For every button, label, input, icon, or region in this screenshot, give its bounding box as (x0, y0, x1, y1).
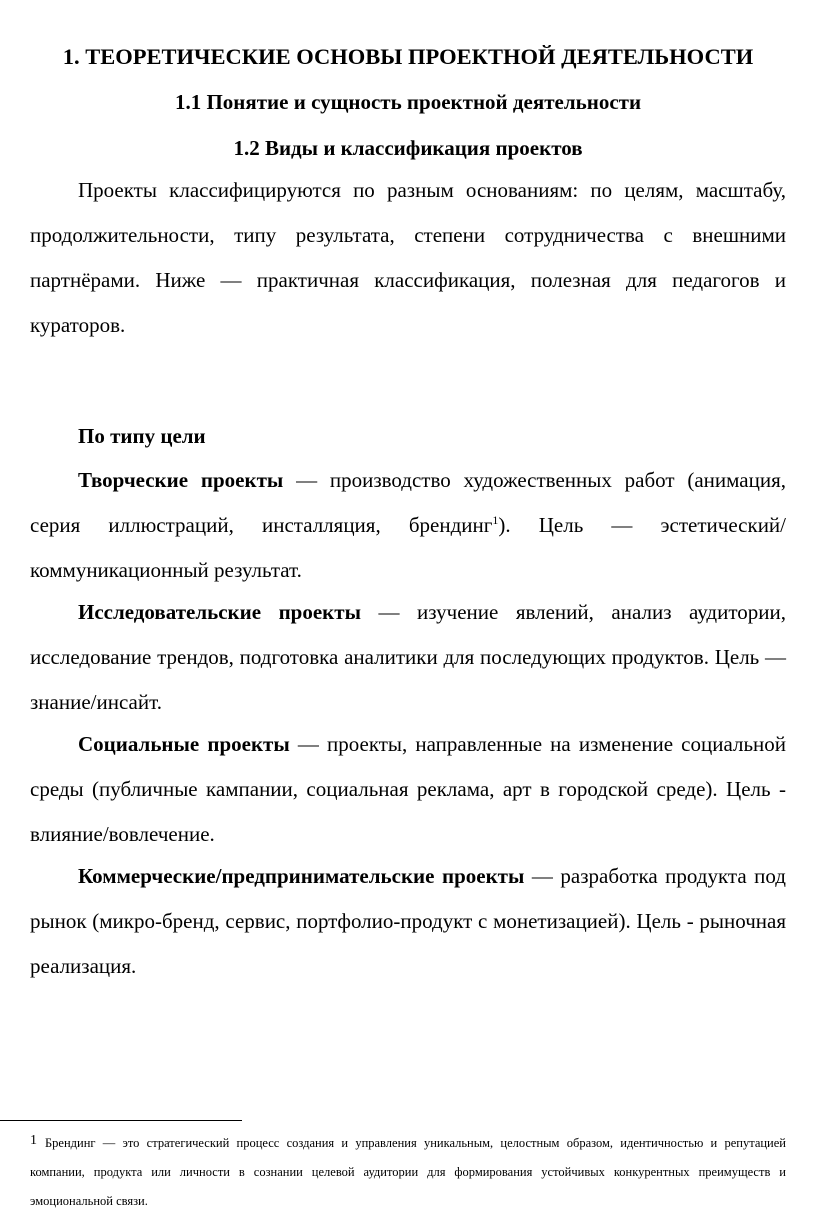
research-projects-paragraph (30, 590, 786, 725)
chapter-title: 1. ТЕОРЕТИЧЕСКИЕ ОСНОВЫ ПРОЕКТНОЙ ДЕЯТЕЛЬНОСТИ (62, 44, 754, 69)
footnote-mark: 1 (30, 1133, 37, 1148)
commercial-projects-text: — разработка продукта под рынок (микро-бренд, сервис, портфолио-продукт с монетизацией). Цель - рыночная реализация. (30, 864, 786, 978)
subsection-heading: По типу цели (78, 424, 206, 448)
section-title-1-2: 1.2 Виды и классификация проектов (233, 136, 583, 160)
footnote-text: Брендинг — это стратегический процесс создания и управления уникальным, целостным образом, идентичностью и репутацией компании, продукта или личности в сознании целевой аудитории для формирования устойчивых конкурентных преимуществ и эмоциональной связи. (30, 1136, 786, 1208)
social-projects-term: Социальные проекты (78, 732, 290, 756)
footnote (30, 1126, 786, 1216)
section-title-1-1: 1.1 Понятие и сущность проектной деятельности (174, 90, 642, 114)
intro-paragraph: Проекты классифицируются по разным основаниям: по целям, масштабу, продолжительности, типу результата, степени сотрудничества с внешними партнёрами. Ниже — практичная классификация, полезная для педагогов и кураторов. (30, 178, 786, 337)
footnote-divider (0, 1120, 242, 1121)
creative-projects-paragraph (30, 458, 786, 593)
footnote-reference[interactable]: 1 (492, 513, 499, 527)
social-projects-paragraph (30, 722, 786, 857)
research-projects-term: Исследовательские проекты (78, 600, 361, 624)
social-projects-text: — проекты, направленные на изменение социальной среды (публичные кампании, социальная реклама, арт в городской среде). Цель - влияние/вовлечение. (30, 732, 786, 846)
creative-projects-text: — производство художественных работ (анимация, серия иллюстраций, инсталляция, брендинг (30, 468, 786, 537)
research-projects-text: — изучение явлений, анализ аудитории, исследование трендов, подготовка аналитики для последующих продуктов. Цель — знание/инсайт. (30, 600, 786, 714)
commercial-projects-term: Коммерческие/предпринимательские проекты (78, 864, 525, 888)
commercial-projects-paragraph (30, 854, 786, 989)
creative-projects-goal: ). Цель — эстетический/коммуникационный результат. (30, 513, 786, 582)
creative-projects-term: Творческие проекты (78, 468, 284, 492)
